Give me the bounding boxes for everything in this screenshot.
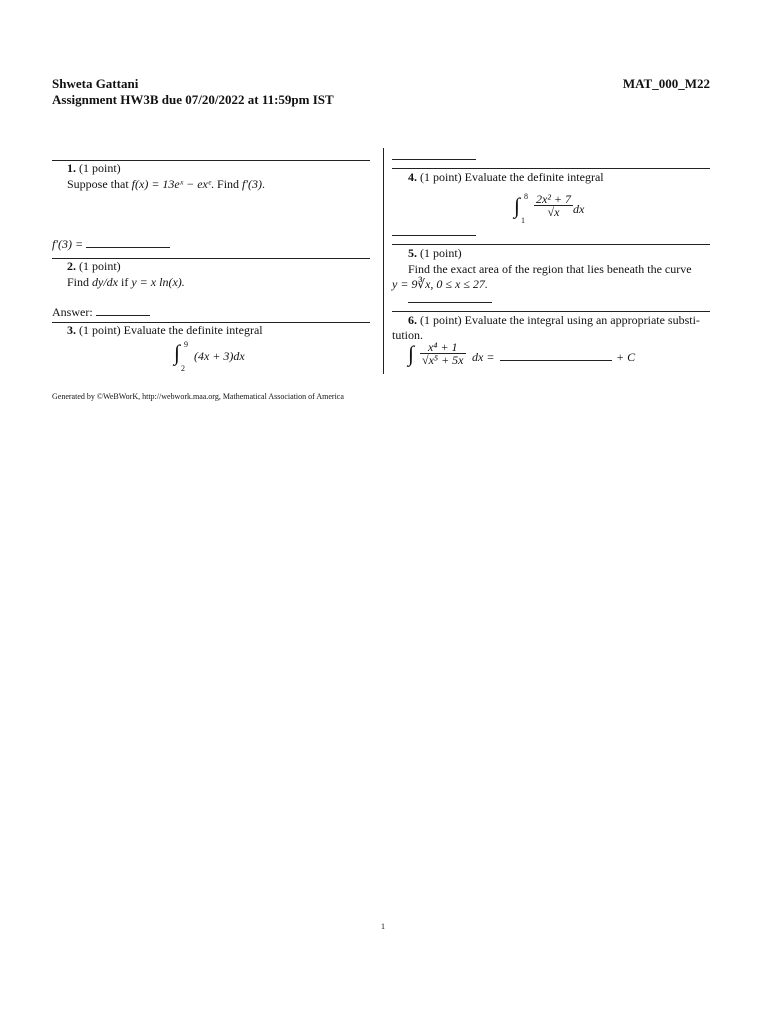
problem-6-integral [408, 340, 648, 374]
generated-by-footer: Generated by ©WeBWorK, http://webwork.maa.org, Mathematical Association of America [52, 392, 344, 401]
problem-6-number: 6. [408, 313, 417, 327]
problem-1-number: 1. [67, 161, 76, 175]
problem-2-if: if [121, 275, 129, 289]
problem-3-prompt: Evaluate the definite integral [123, 323, 263, 337]
problem-2-number: 2. [67, 259, 76, 273]
integral-sign: ∫ [514, 193, 521, 218]
problem-3-integral [174, 340, 274, 374]
problem-1-answer-row [52, 237, 170, 252]
problem-4-rule [392, 168, 710, 169]
problem-2-statement [67, 275, 185, 290]
problem-6-fraction [420, 341, 466, 366]
problem-3-heading [67, 323, 263, 338]
course-code: MAT_000_M22 [622, 76, 710, 91]
problem-2-answer-field[interactable] [96, 305, 150, 316]
problem-4-integral [514, 192, 604, 228]
problem-3-number: 3. [67, 323, 76, 337]
problem-5-points: (1 point) [420, 246, 462, 260]
problem-2-answer-row [52, 305, 150, 320]
column-divider [383, 148, 384, 374]
problem-1-heading [67, 161, 121, 176]
problem-6-prompt: Evaluate the integral using an appropriate substi- [464, 313, 700, 327]
page-number: 1 [381, 922, 385, 931]
problem-3-points: (1 point) [79, 323, 121, 337]
problem-4-number: 4. [408, 170, 417, 184]
problem-2-find: Find [67, 275, 90, 289]
problem-4-dx: dx [573, 202, 585, 216]
problem-6-rule [392, 311, 710, 312]
answer-line-top[interactable] [392, 159, 476, 160]
problem-6-prompt-cont: tution. [392, 328, 424, 342]
problem-2-points: (1 point) [79, 259, 121, 273]
assignment-title: Assignment HW3B due 07/20/2022 at 11:59pm IST [52, 92, 334, 107]
problem-6-plus-c: + C [616, 350, 636, 364]
problem-5-text: Find the exact area of the region that lies beneath the curve [408, 262, 692, 276]
problem-5-answer-field[interactable] [408, 302, 492, 303]
problem-3-upper-limit: 9 [184, 340, 188, 349]
integral-sign: ∫ [174, 340, 181, 365]
problem-4-fraction [534, 193, 573, 218]
problem-6-answer-field[interactable] [500, 350, 612, 361]
problem-1-text: Suppose that [67, 177, 129, 191]
problem-1-statement: Suppose that f(x) = 13eˣ − exᵉ. Find f′(3). [67, 177, 265, 191]
problem-3-integrand: (4x + 3)dx [194, 349, 245, 363]
problem-1-target: f′(3) [242, 177, 262, 191]
problem-2-derivative: dy/dx [92, 275, 119, 289]
problem-6-points: (1 point) [420, 313, 462, 327]
problem-3-lower-limit: 2 [181, 364, 185, 373]
problem-5-rule [392, 244, 710, 245]
problem-4-upper-limit: 8 [524, 192, 528, 201]
problem-6-dx-equals: dx = [472, 350, 495, 364]
problem-5-heading [408, 246, 462, 261]
problem-2-answer-label: Answer: [52, 305, 93, 319]
problem-4-answer-field[interactable] [392, 235, 476, 236]
problem-4-denominator: √x [547, 205, 560, 219]
problem-4-points: (1 point) [420, 170, 462, 184]
problem-6-denominator: √x⁵ + 5x [422, 353, 464, 367]
student-name: Shweta Gattani [52, 76, 139, 91]
integral-sign: ∫ [408, 341, 415, 366]
problem-1-points: (1 point) [79, 161, 121, 175]
problem-4-lower-limit: 1 [521, 216, 525, 225]
problem-5-curve: y = 9∛x, 0 ≤ x ≤ 27. [392, 277, 488, 291]
problem-2-function: y = x ln(x). [131, 275, 185, 289]
problem-5-number: 5. [408, 246, 417, 260]
problem-1-answer-field[interactable] [86, 237, 170, 248]
problem-4-prompt: Evaluate the definite integral [464, 170, 604, 184]
problem-6-numerator: x⁴ + 1 [420, 341, 466, 354]
problem-1-answer-label: f′(3) = [52, 237, 84, 251]
problem-1-find: . Find [211, 177, 240, 191]
problem-2-heading [67, 259, 121, 274]
problem-4-numerator: 2x² + 7 [536, 192, 572, 206]
problem-1-function: f(x) = 13eˣ − exᵉ [131, 177, 212, 191]
problem-4-heading [408, 170, 604, 185]
problem-6-heading [408, 313, 700, 328]
